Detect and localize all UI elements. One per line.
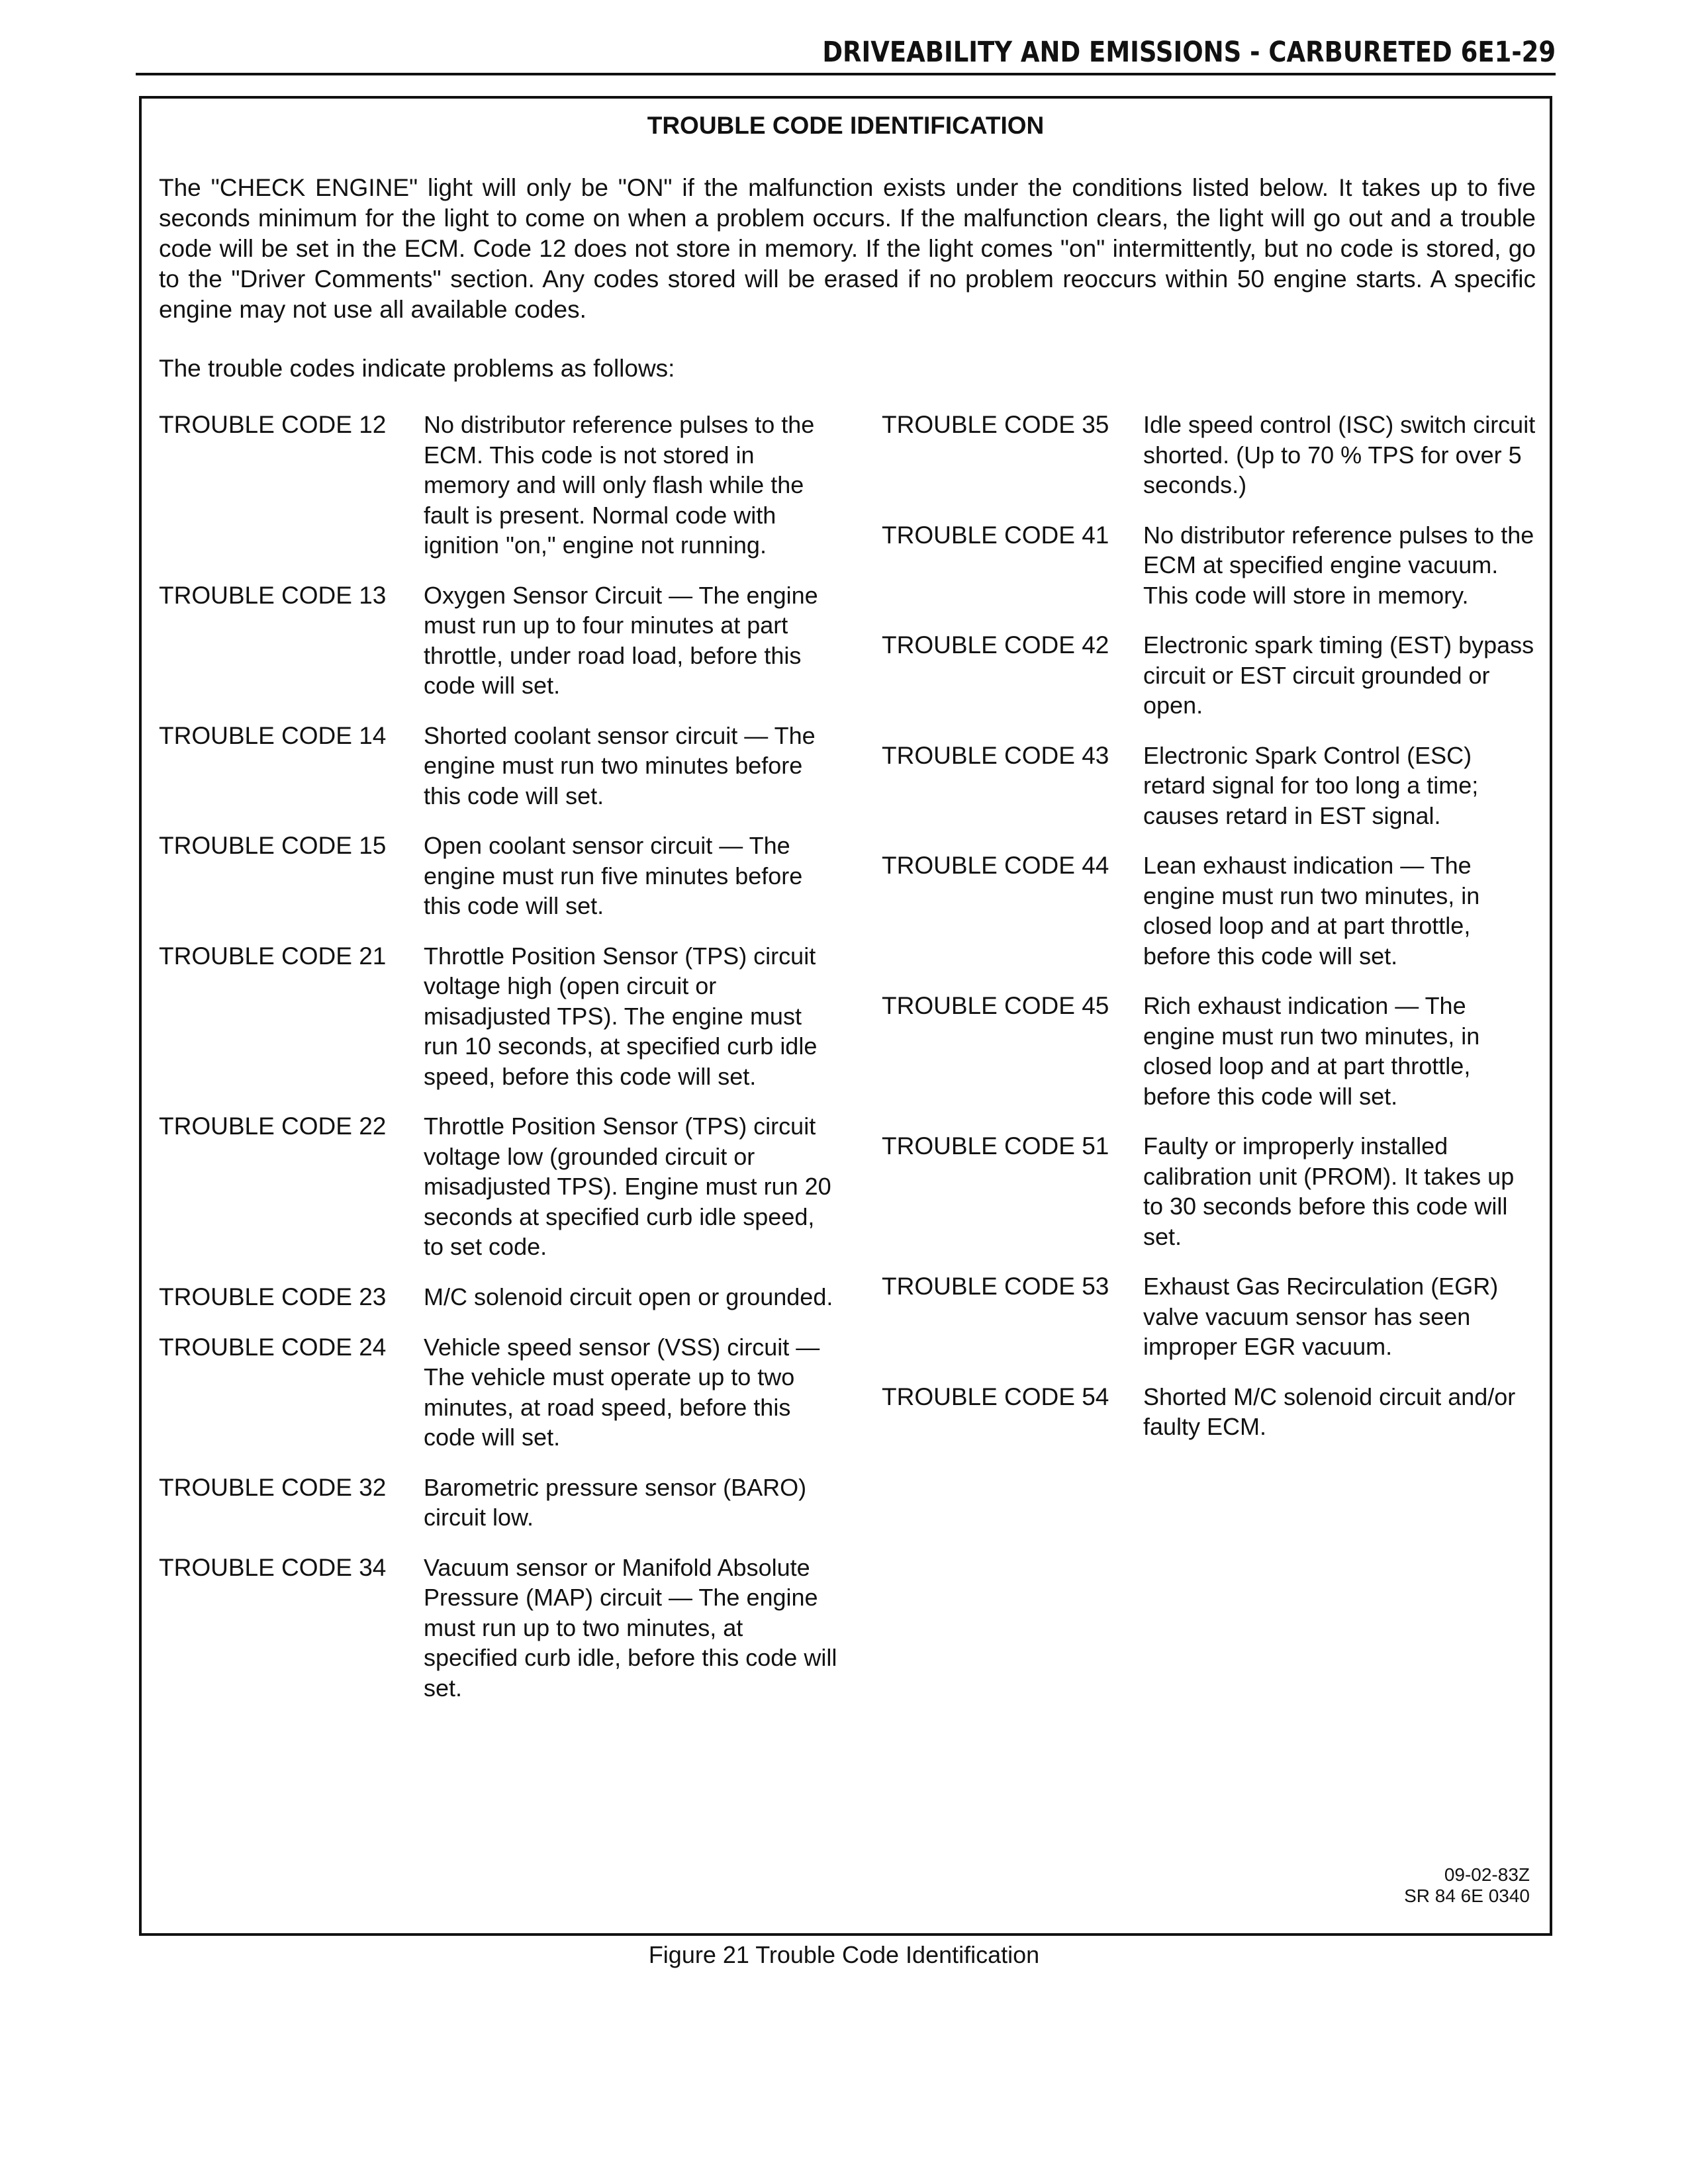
code-entry — [882, 630, 1537, 721]
right-code-column — [882, 410, 1537, 1462]
code-label: TROUBLE CODE 43 — [882, 741, 1109, 769]
code-description: Open coolant sensor circuit — The engine must run five minutes before this code will set. — [424, 832, 803, 919]
code-entry — [882, 1382, 1537, 1442]
code-entry — [159, 1553, 841, 1704]
box-title: TROUBLE CODE IDENTIFICATION — [647, 112, 1045, 139]
code-label: TROUBLE CODE 35 — [882, 411, 1109, 438]
code-description: Faulty or improperly installed calibration unit (PROM). It takes up to 30 seconds before this code will set. — [1143, 1132, 1515, 1250]
code-label: TROUBLE CODE 14 — [159, 721, 387, 749]
code-entry — [882, 1271, 1537, 1362]
code-description: Vacuum sensor or Manifold Absolute Pressure (MAP) circuit — The engine must run up to two minutes, at specified curb idle, before this code will set. — [424, 1553, 837, 1702]
figure-caption: Figure 21 Trouble Code Identification — [648, 1941, 1040, 1968]
code-entry — [159, 580, 841, 701]
code-entry — [159, 1332, 841, 1453]
stamp-date: 09-02-83Z — [1444, 1864, 1530, 1885]
code-label: TROUBLE CODE 12 — [159, 411, 387, 438]
lead-sentence: The trouble codes indicate problems as follows: — [159, 355, 675, 382]
code-label: TROUBLE CODE 41 — [882, 521, 1109, 549]
code-entry — [882, 520, 1537, 611]
figure-reference-stamp — [1404, 1864, 1530, 1907]
code-label: TROUBLE CODE 15 — [159, 832, 387, 859]
trouble-code-figure-box — [139, 96, 1552, 1936]
code-description: Electronic Spark Control (ESC) retard signal for too long a time; causes retard in EST signal. — [1143, 741, 1479, 829]
code-entry — [159, 831, 841, 921]
code-label: TROUBLE CODE 34 — [159, 1553, 387, 1581]
code-description: Exhaust Gas Recirculation (EGR) valve vacuum sensor has seen improper EGR vacuum. — [1143, 1273, 1499, 1360]
code-label: TROUBLE CODE 32 — [159, 1473, 387, 1501]
code-label: TROUBLE CODE 44 — [882, 852, 1109, 879]
code-label: TROUBLE CODE 13 — [159, 581, 387, 609]
code-label: TROUBLE CODE 53 — [882, 1273, 1109, 1300]
code-description: No distributor reference pulses to the ECM. This code is not stored in memory and will only flash while the fault is present. Normal code with ignition "on," engine not running. — [424, 411, 815, 559]
code-entry — [882, 741, 1537, 831]
code-entry — [159, 1111, 841, 1262]
page-header — [136, 34, 1556, 75]
code-description: Shorted M/C solenoid circuit and/or faulty ECM. — [1143, 1383, 1516, 1440]
code-label: TROUBLE CODE 21 — [159, 942, 387, 970]
code-label: TROUBLE CODE 22 — [159, 1113, 387, 1140]
code-label: TROUBLE CODE 24 — [159, 1333, 387, 1361]
code-entry — [159, 941, 841, 1092]
code-entry — [159, 721, 841, 811]
code-label: TROUBLE CODE 42 — [882, 631, 1109, 659]
header-title: DRIVEABILITY AND EMISSIONS - CARBURETED 6E1-29 — [822, 36, 1556, 69]
code-entry — [882, 1131, 1537, 1251]
code-entry — [159, 1473, 841, 1533]
code-label: TROUBLE CODE 23 — [159, 1283, 387, 1310]
code-entry — [882, 991, 1537, 1111]
left-code-column — [159, 410, 841, 1723]
intro-paragraph: The "CHECK ENGINE" light will only be "ON" if the malfunction exists under the conditions listed below. It takes up to five seconds minimum for the light to come on when a problem occurs. If the malfunction clears, the light will go out and a trouble code will be set in the ECM. Code 12 does not store in memory. If the light comes "on" intermittently, but no code is stored, go to the "Driver Comments" section. Any codes stored will be erased if no problem reoccurs within 50 engine starts. A specific engine may not use all available codes. — [159, 174, 1536, 323]
code-description: Vehicle speed sensor (VSS) circuit — The vehicle must operate up to two minutes, at road speed, before this code will set. — [424, 1333, 820, 1451]
code-label: TROUBLE CODE 45 — [882, 992, 1109, 1019]
code-description: Barometric pressure sensor (BARO) circuit low. — [424, 1473, 807, 1531]
code-description: Oxygen Sensor Circuit — The engine must run up to four minutes at part throttle, under road load, before this code will set. — [424, 581, 818, 699]
code-description: Idle speed control (ISC) switch circuit shorted. (Up to 70 % TPS for over 5 seconds.) — [1143, 411, 1536, 498]
code-description: Throttle Position Sensor (TPS) circuit voltage low (grounded circuit or misadjusted TPS). Engine must run 20 seconds at specified curb idle speed, to set code. — [424, 1113, 831, 1260]
code-description: Lean exhaust indication — The engine must run two minutes, in closed loop and at part throttle, before this code will set. — [1143, 852, 1480, 970]
code-description: M/C solenoid circuit open or grounded. — [424, 1283, 833, 1310]
code-description: Electronic spark timing (EST) bypass circuit or EST circuit grounded or open. — [1143, 631, 1534, 719]
code-entry — [882, 850, 1537, 971]
code-entry — [882, 410, 1537, 500]
stamp-reference-number: SR 84 6E 0340 — [1404, 1886, 1530, 1906]
code-label: TROUBLE CODE 54 — [882, 1383, 1109, 1410]
code-description: No distributor reference pulses to the ECM at specified engine vacuum. This code will store in memory. — [1143, 521, 1534, 609]
code-description: Rich exhaust indication — The engine must run two minutes, in closed loop and at part throttle, before this code will set. — [1143, 992, 1480, 1110]
code-entry — [159, 1282, 841, 1312]
code-description: Shorted coolant sensor circuit — The engine must run two minutes before this code will set. — [424, 721, 816, 809]
code-entry — [159, 410, 841, 561]
code-label: TROUBLE CODE 51 — [882, 1132, 1109, 1160]
code-description: Throttle Position Sensor (TPS) circuit voltage high (open circuit or misadjusted TPS). The engine must run 10 seconds, at specified curb idle speed, before this code will set. — [424, 942, 818, 1090]
